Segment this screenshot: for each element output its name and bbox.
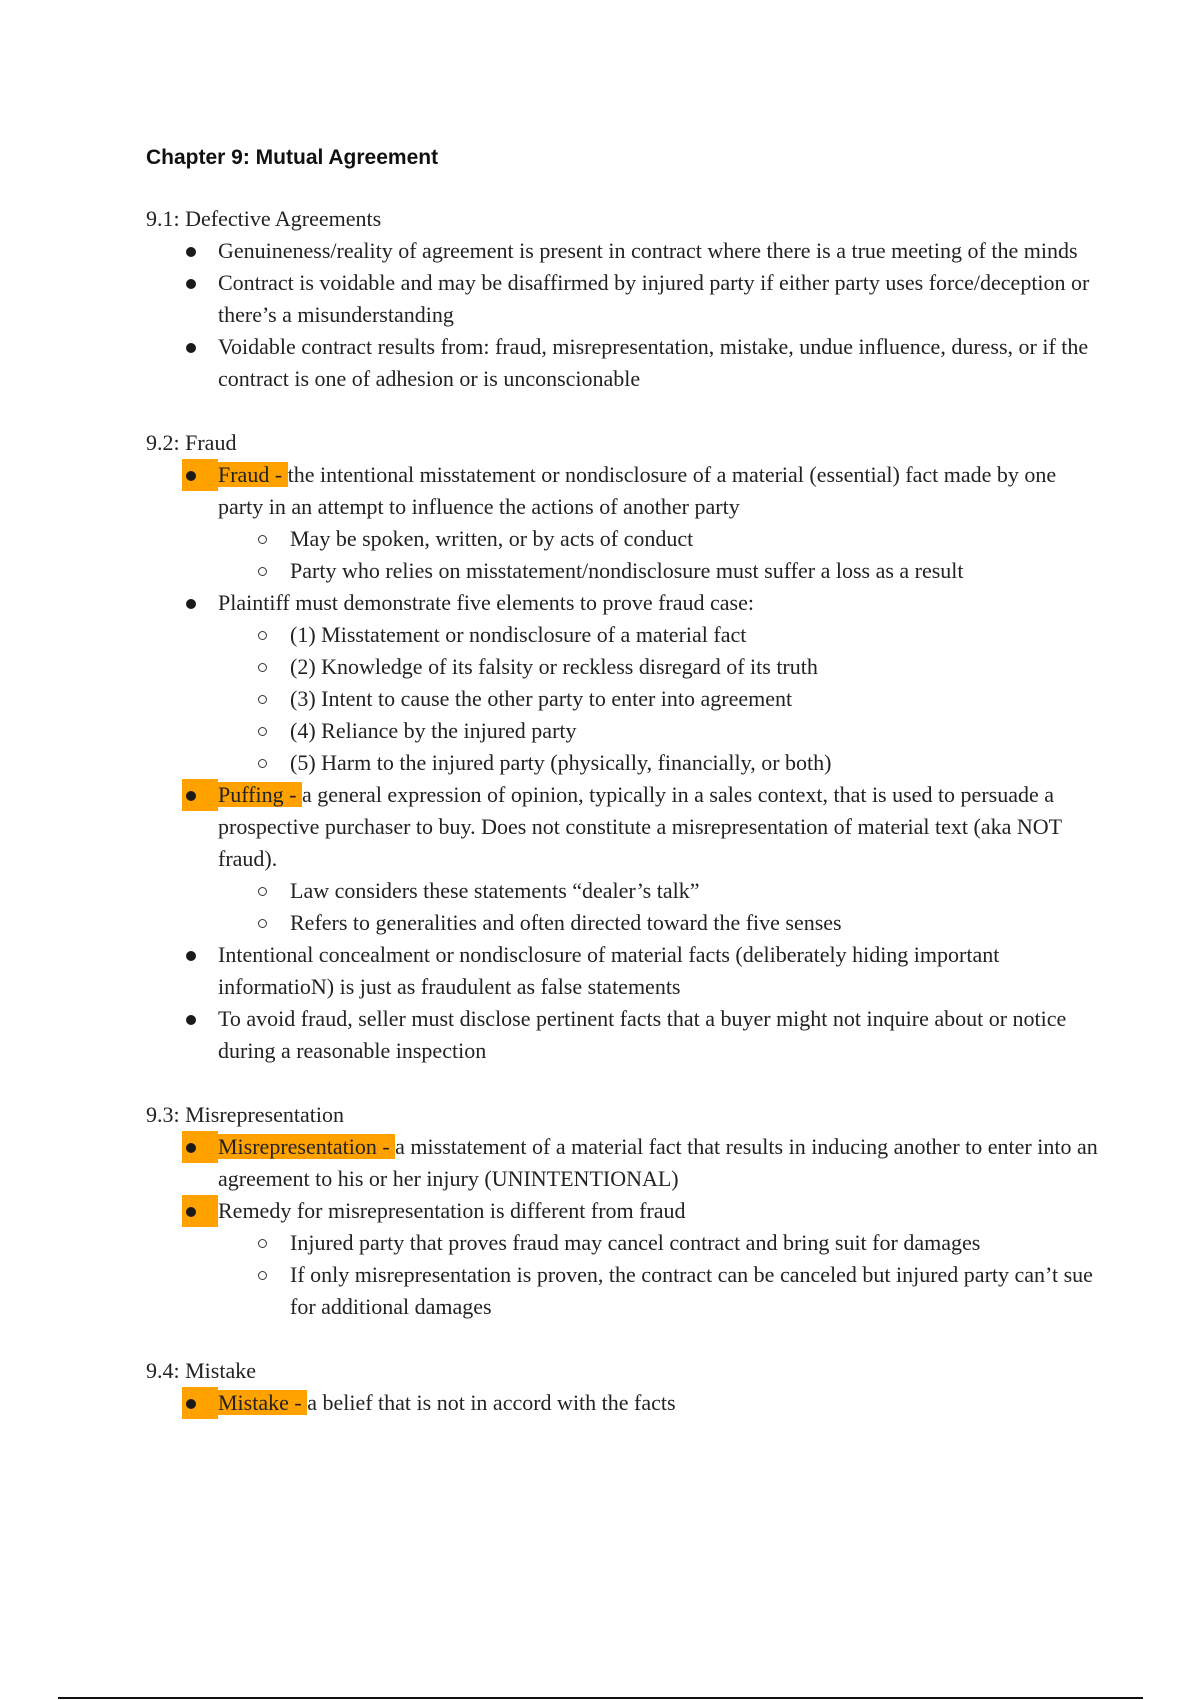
sub-list-item-text: May be spoken, written, or by acts of conduct — [290, 526, 694, 551]
page-bottom-rule — [58, 1697, 1143, 1699]
list-item-misrepresentation-definition — [218, 1131, 1106, 1195]
sub-list-item — [290, 523, 1106, 555]
list-item — [218, 267, 1106, 331]
section-defective-agreements — [146, 203, 1106, 395]
circle-bullet-icon — [254, 555, 290, 587]
bullet-icon — [182, 235, 218, 267]
sub-list-item — [290, 907, 1106, 939]
sub-list-item — [290, 619, 1106, 651]
section-title: 9.3: Misrepresentation — [146, 1102, 344, 1127]
sub-bullet-list — [218, 619, 1106, 779]
document-body — [146, 203, 1106, 1451]
bullet-icon — [182, 459, 218, 491]
circle-bullet-icon — [254, 683, 290, 715]
circle-bullet-icon — [254, 747, 290, 779]
bullet-icon — [182, 1195, 218, 1227]
sub-list-item-text: (5) Harm to the injured party (physically, financially, or both) — [290, 750, 832, 775]
list-item-remedy — [218, 1195, 1106, 1323]
section-title: 9.2: Fraud — [146, 430, 237, 455]
list-item-text: To avoid fraud, seller must disclose pertinent facts that a buyer might not inquire about or notice during a reasonable inspection — [218, 1006, 1067, 1063]
sub-list-item — [290, 555, 1106, 587]
highlighted-term: Misrepresentation - — [218, 1134, 396, 1159]
section-title: 9.1: Defective Agreements — [146, 206, 382, 231]
list-item-puffing-definition — [218, 779, 1106, 939]
list-item-text: Genuineness/reality of agreement is present in contract where there is a true meeting of the minds — [218, 238, 1078, 263]
definition-text: a belief that is not in accord with the facts — [307, 1390, 676, 1415]
highlighted-term: Fraud - — [218, 462, 288, 487]
definition-text: a general expression of opinion, typically in a sales context, that is used to persuade a prospective purchaser to buy. Does not constitute a misrepresentation of material text (aka NOT fraud). — [218, 782, 1062, 871]
sub-list-item-text: (4) Reliance by the injured party — [290, 718, 577, 743]
list-item — [218, 1003, 1106, 1067]
bullet-icon — [182, 267, 218, 299]
sub-list-item-text: (2) Knowledge of its falsity or reckless disregard of its truth — [290, 654, 818, 679]
highlighted-term: Puffing - — [218, 782, 302, 807]
list-item — [218, 235, 1106, 267]
section-misrepresentation — [146, 1099, 1106, 1323]
definition-text: a misstatement of a material fact that results in inducing another to enter into an agreement to his or her injury (UNINTENTIONAL) — [218, 1134, 1098, 1191]
section-title: 9.4: Mistake — [146, 1358, 256, 1383]
section-fraud — [146, 427, 1106, 1067]
circle-bullet-icon — [254, 1259, 290, 1291]
circle-bullet-icon — [254, 715, 290, 747]
circle-bullet-icon — [254, 619, 290, 651]
list-item-mistake-definition — [218, 1387, 1106, 1419]
bullet-icon — [182, 587, 218, 619]
bullet-list — [146, 1131, 1106, 1323]
list-item-text: Intentional concealment or nondisclosure of material facts (deliberately hiding important informatioN) is just as fraudulent as false statements — [218, 942, 1000, 999]
bullet-list — [146, 1387, 1106, 1419]
bullet-icon — [182, 939, 218, 971]
sub-list-item-text: (1) Misstatement or nondisclosure of a material fact — [290, 622, 747, 647]
circle-bullet-icon — [254, 875, 290, 907]
circle-bullet-icon — [254, 1227, 290, 1259]
circle-bullet-icon — [254, 651, 290, 683]
sub-bullet-list — [218, 523, 1106, 587]
sub-list-item-text: (3) Intent to cause the other party to enter into agreement — [290, 686, 793, 711]
sub-list-item — [290, 715, 1106, 747]
circle-bullet-icon — [254, 523, 290, 555]
list-item-fraud-elements — [218, 587, 1106, 779]
sub-list-item-text: Refers to generalities and often directed toward the five senses — [290, 910, 842, 935]
sub-list-item — [290, 651, 1106, 683]
sub-list-item — [290, 1227, 1106, 1259]
list-item — [218, 939, 1106, 1003]
list-item — [218, 331, 1106, 395]
sub-list-item — [290, 683, 1106, 715]
chapter-title: Chapter 9: Mutual Agreement — [146, 146, 439, 169]
bullet-icon — [182, 1131, 218, 1163]
list-item-text: Remedy for misrepresentation is different from fraud — [218, 1198, 686, 1223]
sub-list-item-text: Injured party that proves fraud may cancel contract and bring suit for damages — [290, 1230, 981, 1255]
sub-list-item-text: Law considers these statements “dealer’s talk” — [290, 878, 700, 903]
bullet-icon — [182, 1387, 218, 1419]
list-item-text: Contract is voidable and may be disaffirmed by injured party if either party uses force/deception or there’s a misunderstanding — [218, 270, 1090, 327]
sub-list-item — [290, 1259, 1106, 1323]
sub-bullet-list — [218, 875, 1106, 939]
sub-list-item — [290, 875, 1106, 907]
bullet-icon — [182, 331, 218, 363]
bullet-list — [146, 459, 1106, 1067]
list-item-fraud-definition — [218, 459, 1106, 587]
bullet-list — [146, 235, 1106, 395]
sub-list-item-text: If only misrepresentation is proven, the contract can be canceled but injured party can’t sue for additional damages — [290, 1262, 1093, 1319]
definition-text: the intentional misstatement or nondisclosure of a material (essential) fact made by one party in an attempt to influence the actions of another party — [218, 462, 1057, 519]
sub-bullet-list — [218, 1227, 1106, 1323]
highlighted-term: Mistake - — [218, 1390, 308, 1415]
list-item-text: Plaintiff must demonstrate five elements to prove fraud case: — [218, 590, 754, 615]
sub-list-item-text: Party who relies on misstatement/nondisclosure must suffer a loss as a result — [290, 558, 964, 583]
sub-list-item — [290, 747, 1106, 779]
bullet-icon — [182, 1003, 218, 1035]
bullet-icon — [182, 779, 218, 811]
list-item-text: Voidable contract results from: fraud, misrepresentation, mistake, undue influence, duress, or if the contract is one of adhesion or is unconscionable — [218, 334, 1089, 391]
section-mistake — [146, 1355, 1106, 1419]
circle-bullet-icon — [254, 907, 290, 939]
